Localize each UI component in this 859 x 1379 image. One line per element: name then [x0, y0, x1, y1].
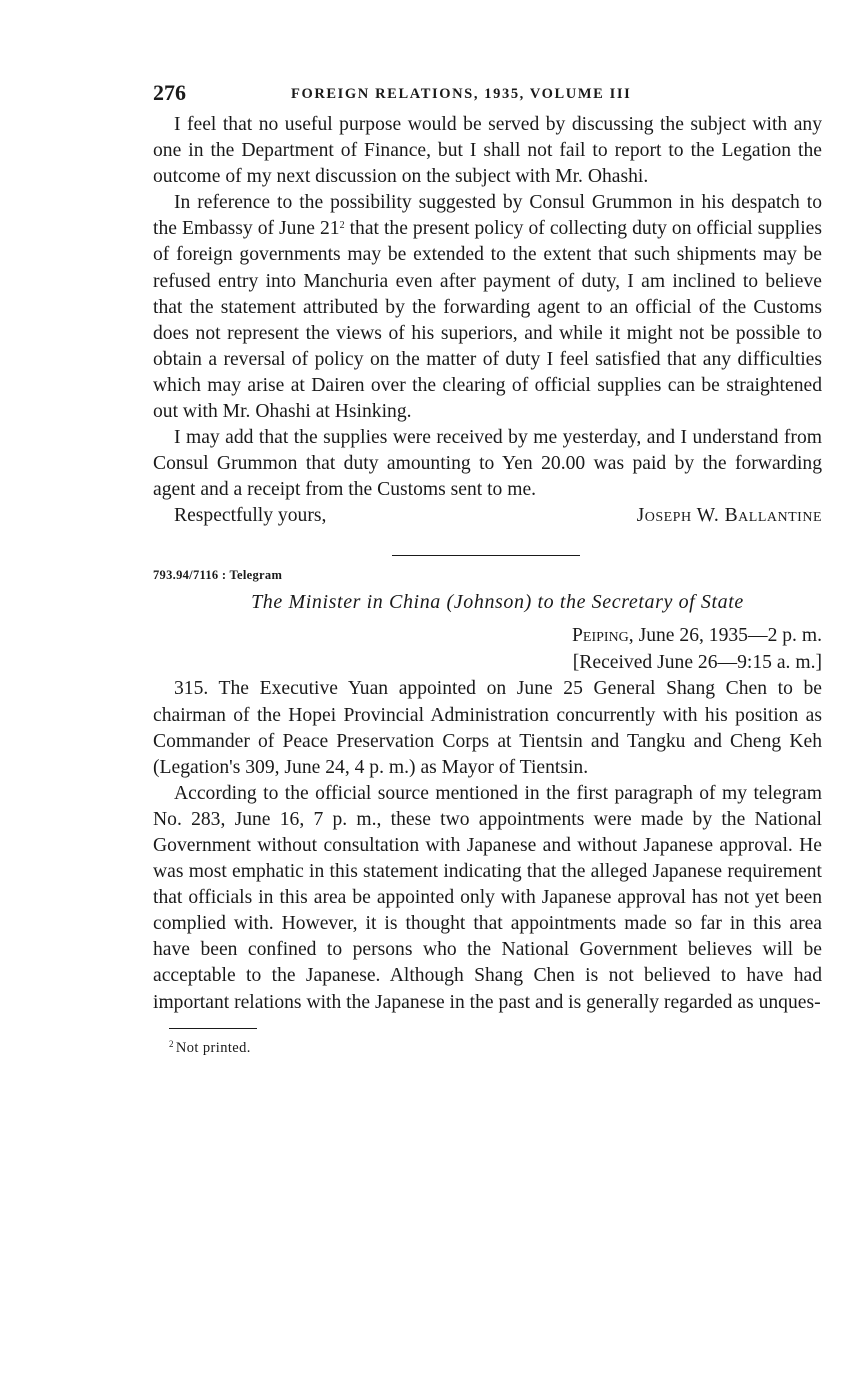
footnote: [169, 1040, 822, 1057]
telegram-paragraph-1: 315. The Executive Yuan appointed on June 25 General Shang Chen to be chairman of the Hopei Provincial Administration concurrently with his position as Commander of Peace Preservation Corps at Tientsin and Tangku and Cheng Keh (Legation's 309, June 24, 4 p. m.) as Mayor of Tientsin.: [153, 678, 822, 778]
page-header: [153, 78, 822, 112]
signature: Joseph W. Ballantine: [636, 505, 822, 527]
telegram-paragraph-2: According to the official source mentioned in the first paragraph of my telegram No. 283, June 16, 7 p. m., these two appointments were made by the National Government without consultation with Japanese and without Japanese approval. He was most emphatic in this statement indicating that the alleged Japanese requirement that officials in this area be appointed only with Japanese approval has not yet been complied with. However, it is thought that appointments made so far in this area have been confined to persons who the National Government believes will be acceptable to the Japanese. Although Shang Chen is not believed to have had important relations with the Japanese in the past and is generally regarded as unques-: [153, 782, 822, 1013]
letter-paragraph-2-end: that the present policy of collecting duty on official supplies of foreign governments may be extended to the extent that such shipments may be refused entry into Manchuria even after payment of duty, I am inclined to believe that the statement attributed by the forwarding agent to an official of the Customs does not represent the views of his superiors, and while it might not be possible to obtain a reversal of policy on the matter of duty I feel satisfied that any difficulties which may arise at Dairen over the clearing of official supplies can be straightened out with Mr. Ohashi at Hsinking.: [153, 218, 822, 423]
letter-paragraph-3: I may add that the supplies were received by me yesterday, and I understand from Consul Grummon that duty amounting to Yen 20.00 was paid by the forwarding agent and a receipt from the Customs sent to me.: [153, 427, 822, 501]
closing-salutation: Respectfully yours,: [174, 505, 327, 527]
page-number: 276: [153, 80, 186, 105]
dateline: [153, 622, 822, 676]
document-page: [153, 78, 822, 1057]
letter-paragraph-2: [153, 190, 822, 425]
footnote-divider: [169, 1028, 257, 1029]
document-title: The Minister in China (Johnson) to the Secretary of State: [251, 591, 744, 614]
letter-signoff: [153, 503, 822, 530]
section-divider: [392, 555, 580, 556]
footnote-text: Not printed.: [175, 1039, 251, 1056]
file-reference: 793.94/7116 : Telegram: [153, 568, 283, 583]
telegram-body: [153, 676, 822, 1015]
dateline-date: , June 26, 1935—2 p. m.: [628, 625, 822, 647]
footnote-mark: 2: [169, 1038, 174, 1049]
dateline-received: [Received June 26—9:15 a. m.]: [572, 652, 822, 674]
dateline-place: Peiping: [572, 625, 629, 647]
letter-body: [153, 112, 822, 503]
running-head: FOREIGN RELATIONS, 1935, VOLUME III: [291, 86, 632, 102]
letter-paragraph-1: I feel that no useful purpose would be served by discussing the subject with any one in the Department of Finance, but I shall not fail to report to the Legation the outcome of my next discussion on the subject with Mr. Ohashi.: [153, 114, 822, 188]
letter-paragraph-2-start: In reference to the possibility suggested by Consul Grummon in his despatch to the Embassy of June 21: [153, 192, 822, 240]
footnote-reference: 2: [339, 220, 345, 232]
dateline-sent: [153, 622, 822, 649]
